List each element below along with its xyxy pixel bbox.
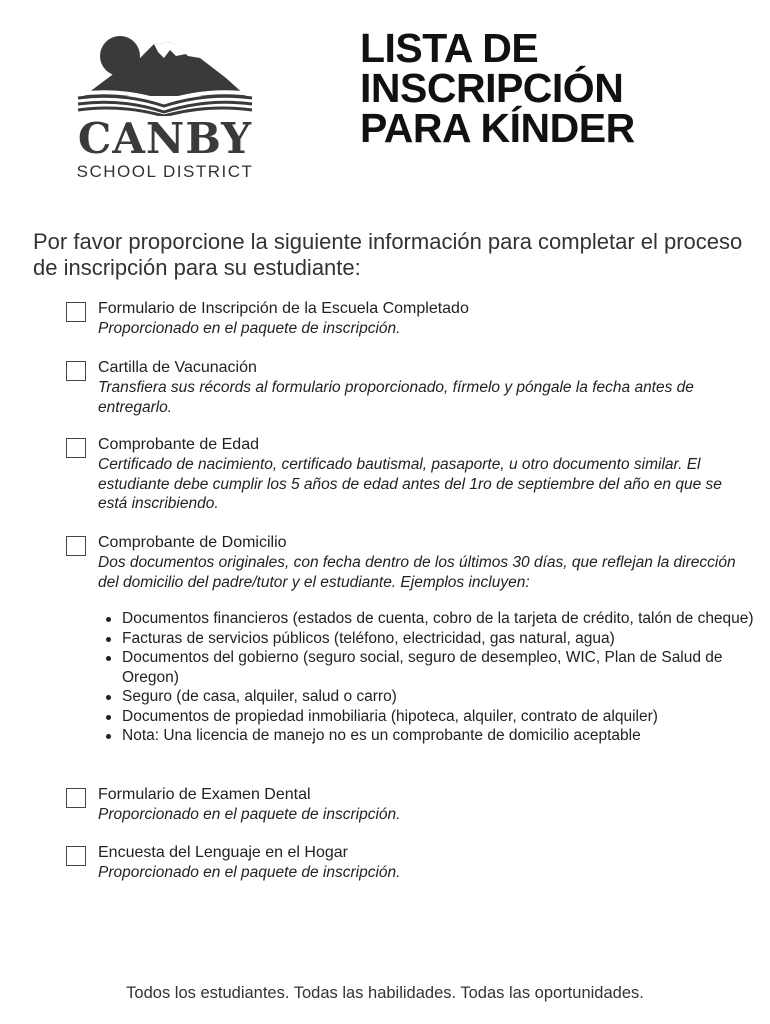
item-description: Certificado de nacimiento, certificado bautismal, pasaporte, u otro documento similar. El estudiante debe cumplir los 5 años de edad antes del 1ro de septiembre del año en que se está inscribiendo. [98,456,722,512]
item-label: Formulario de Inscripción de la Escuela Completado [98,300,469,317]
page-title [360,25,760,151]
list-item: Documentos del gobierno (seguro social, seguro de desempleo, WIC, Plan de Salud de Oregon) [104,648,754,687]
checkbox[interactable] [66,846,86,866]
checklist-item-dental-exam [66,785,746,825]
title-line-3: PARA KÍNDER [360,105,635,151]
item-description: Proporcionado en el paquete de inscripción. [98,864,401,881]
checklist-item-proof-of-age [66,435,746,514]
checkbox[interactable] [66,302,86,322]
checklist-item-proof-of-residence [66,533,746,592]
intro-text: Por favor proporcione la siguiente información para completar el proceso de inscripción para su estudiante: [33,229,743,280]
item-label: Encuesta del Lenguaje en el Hogar [98,844,348,861]
checkbox[interactable] [66,536,86,556]
logo-name: CANBY [77,114,253,163]
list-item: Documentos financieros (estados de cuenta, cobro de la tarjeta de crédito, talón de cheque) [104,609,754,629]
residence-examples-list [104,609,754,746]
title-line-2: INSCRIPCIÓN [360,65,624,111]
checklist-item-home-language-survey [66,843,746,883]
list-item: Documentos de propiedad inmobiliaria (hipoteca, alquiler, contrato de alquiler) [104,707,754,727]
item-description: Dos documentos originales, con fecha dentro de los últimos 30 días, que reflejan la dirección del domicilio del padre/tutor y el estudiante. Ejemplos incluyen: [98,554,736,591]
list-item: Seguro (de casa, alquiler, salud o carro) [104,687,754,707]
list-item: Nota: Una licencia de manejo no es un comprobante de domicilio aceptable [104,726,754,746]
logo-subtitle: SCHOOL DISTRICT [76,162,254,181]
canby-school-district-logo [76,34,254,184]
item-label: Formulario de Examen Dental [98,786,311,803]
item-description: Proporcionado en el paquete de inscripción. [98,806,401,823]
checkbox[interactable] [66,361,86,381]
item-label: Comprobante de Domicilio [98,534,287,551]
item-label: Cartilla de Vacunación [98,359,257,376]
checklist-item-registration-form [66,299,746,339]
footer-tagline: Todos los estudiantes. Todas las habilidades. Todas las oportunidades. [126,984,644,1002]
checkbox[interactable] [66,438,86,458]
mountain-book-icon [76,34,254,116]
item-description: Proporcionado en el paquete de inscripción. [98,320,401,337]
title-line-1: LISTA DE [360,25,539,71]
item-label: Comprobante de Edad [98,436,259,453]
item-description: Transfiera sus récords al formulario proporcionado, fírmelo y póngale la fecha antes de entregarlo. [98,379,694,416]
list-item: Facturas de servicios públicos (teléfono, electricidad, gas natural, agua) [104,629,754,649]
checkbox[interactable] [66,788,86,808]
checklist-item-vaccination [66,358,746,417]
